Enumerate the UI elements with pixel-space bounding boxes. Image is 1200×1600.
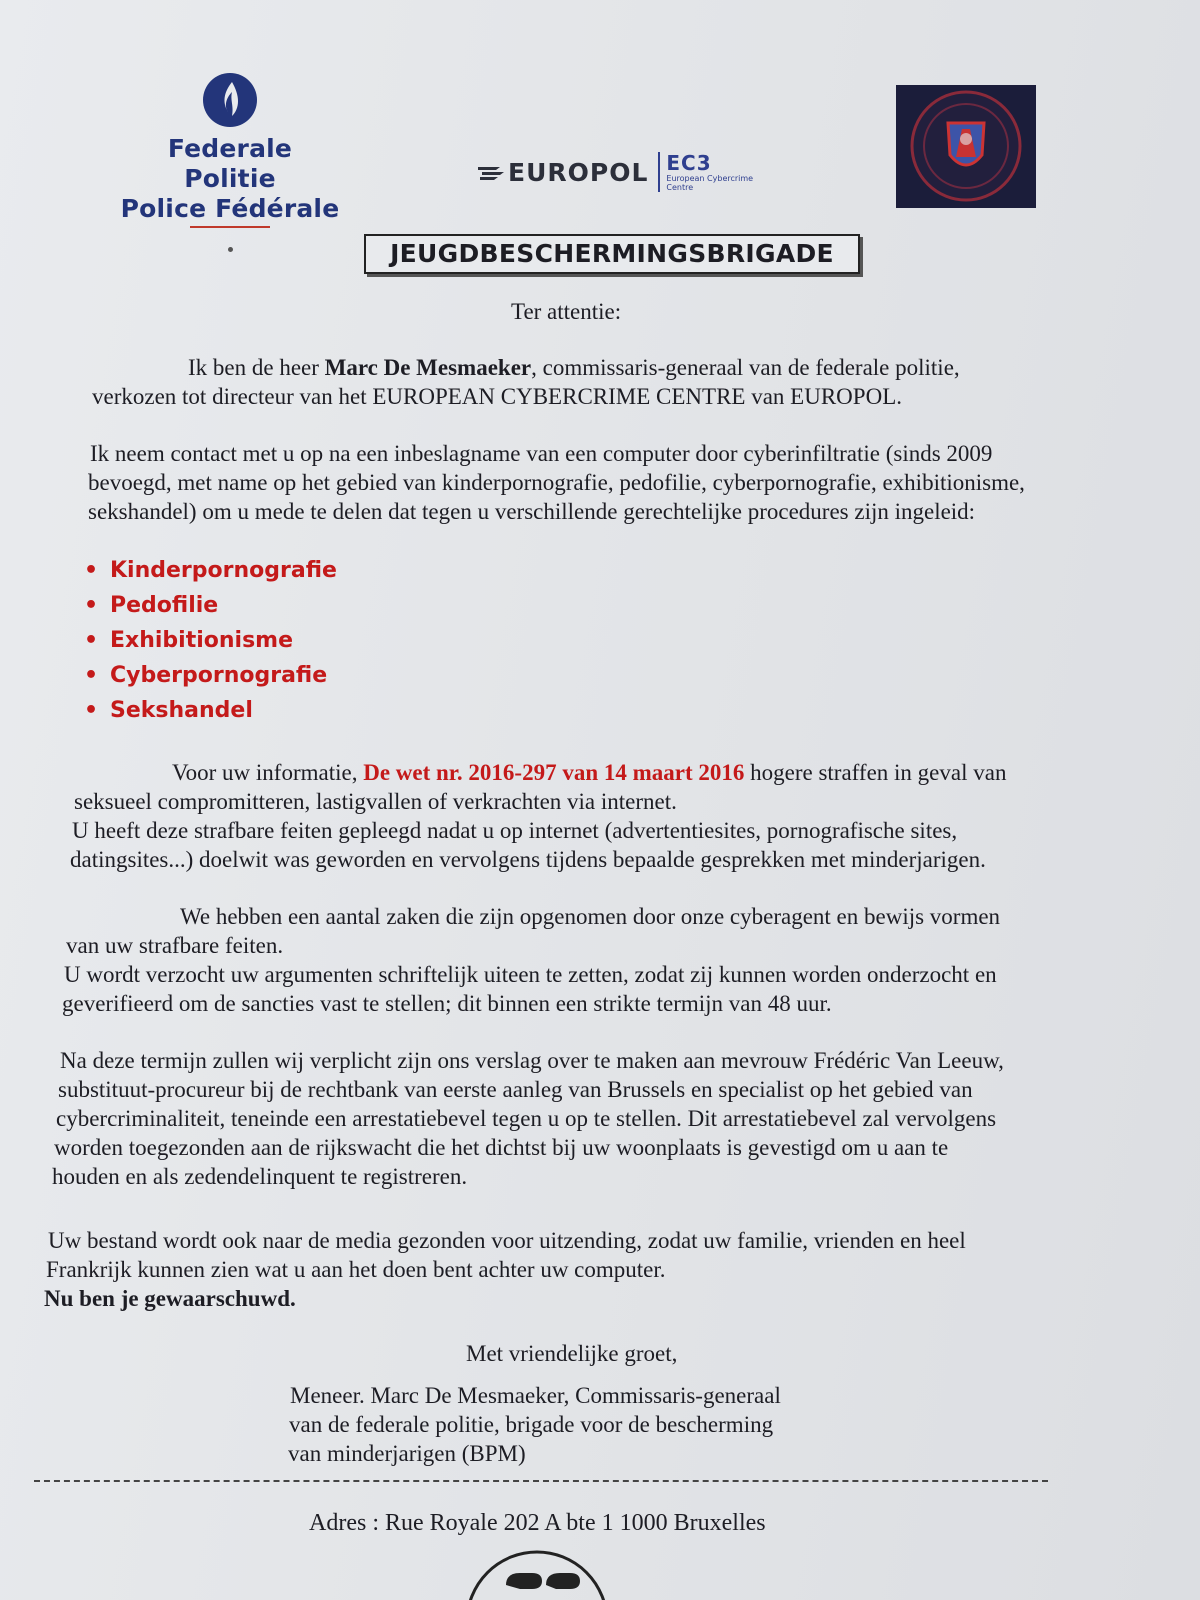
list-item: • Sekshandel: [84, 698, 253, 723]
logo-underline: [190, 226, 270, 228]
paragraph-4-line-1: We hebben een aantal zaken die zijn opgenomen door onze cyberagent en bewijs vormen: [180, 904, 1001, 929]
address: Adres : Rue Royale 202 A bte 1 1000 Bruxelles: [309, 1510, 766, 1536]
list-item: • Cyberpornografie: [84, 663, 328, 688]
paragraph-4-line-2: van uw strafbare feiten.: [66, 933, 284, 958]
europol-wordmark: EUROPOL: [508, 157, 649, 187]
p3-post: hogere straffen in geval van: [744, 760, 1007, 785]
paragraph-2-line-3: sekshandel) om u mede te delen dat tegen u verschillende gerechtelijke procedures zijn ingeleid:: [88, 499, 976, 524]
paragraph-3-line-2: seksueel compromitteren, lastigvallen of verkrachten via internet.: [74, 789, 677, 814]
p1-pre: Ik ben de heer: [188, 355, 325, 380]
stamp-icon: [462, 1547, 612, 1600]
paragraph-2-line-1: Ik neem contact met u op na een inbeslagname van een computer door cyberinfiltratie (sinds 2009: [90, 441, 993, 466]
ec3-subtitle: European Cybercrime Centre: [666, 174, 754, 192]
brigade-seal-icon: [896, 85, 1036, 208]
europol-stripes-icon: [478, 163, 504, 181]
paragraph-5-line-1: Na deze termijn zullen wij verplicht zijn ons verslag over te maken aan mevrouw Frédéric Van Leeuw,: [60, 1048, 1004, 1073]
federal-police-logo: [120, 72, 340, 228]
paragraph-5-line-2: substituut-procureur bij de rechtbank van eerste aanleg van Brussels en specialist op het gebied van: [58, 1077, 973, 1102]
federal-police-flame-icon: [202, 72, 258, 128]
paragraph-5-line-5: houden en als zedendelinquent te registreren.: [52, 1164, 468, 1189]
paragraph-6-line-1: Uw bestand wordt ook naar de media gezonden voor uitzending, zodat uw familie, vrienden en heel: [48, 1228, 966, 1253]
ec3-title: EC3: [666, 151, 712, 175]
paragraph-2-line-2: bevoegd, met name op het gebied van kinderpornografie, pedofilie, cyberpornografie, exhibitionisme,: [88, 470, 1025, 495]
p3-pre: Voor uw informatie,: [172, 760, 364, 785]
paragraph-1-line-2: verkozen tot directeur van het EUROPEAN CYBERCRIME CENTRE van EUROPOL.: [92, 384, 902, 409]
salutation: Ter attentie:: [511, 299, 622, 324]
paragraph-4-line-4: geverifieerd om de sancties vast te stellen; dit binnen een strikte termijn van 48 uur.: [62, 991, 832, 1016]
federal-police-name-nl: Federale Politie: [167, 134, 293, 193]
paragraph-6-line-2: Frankrijk kunnen zien wat u aan het doen bent achter uw computer.: [46, 1257, 666, 1282]
paragraph-3-line-4: datingsites...) doelwit was geworden en vervolgens tijdens bepaalde gesprekken met minderjarigen.: [70, 847, 986, 872]
federal-police-name-fr: Police Fédérale: [120, 194, 340, 223]
list-item: • Kinderpornografie: [84, 558, 337, 583]
paragraph-5-line-3: cybercriminaliteit, teneinde een arrestatiebevel tegen u op te stellen. Dit arrestatiebevel zal vervolgens: [56, 1106, 997, 1131]
warning-line: Nu ben je gewaarschuwd.: [44, 1286, 296, 1311]
signature-line-3: van minderjarigen (BPM): [288, 1441, 526, 1466]
signature-line-1: Meneer. Marc De Mesmaeker, Commissaris-generaal: [290, 1383, 781, 1408]
p1-post: , commissaris-generaal van de federale politie,: [531, 355, 960, 380]
signature-line-2: van de federale politie, brigade voor de bescherming: [289, 1412, 774, 1437]
paragraph-3-line-3: U heeft deze strafbare feiten gepleegd nadat u op internet (advertentiesites, pornografische sites,: [72, 818, 958, 843]
ec3-block: [658, 152, 766, 192]
paragraph-1-line-1: [188, 353, 960, 382]
closing: Met vriendelijke groet,: [466, 1341, 678, 1366]
paragraph-4-line-3: U wordt verzocht uw argumenten schriftelijk uiteen te zetten, zodat zij kunnen worden onderzocht en: [64, 962, 997, 987]
p1-name: Marc De Mesmaeker: [324, 355, 532, 380]
brigade-title: JEUGDBESCHERMINGSBRIGADE: [364, 234, 860, 274]
footer-divider: [34, 1480, 1048, 1482]
law-reference: De wet nr. 2016-297 van 14 maart 2016: [363, 760, 745, 785]
list-item: • Exhibitionisme: [84, 628, 294, 653]
europol-ec3-logo: [478, 152, 766, 192]
paragraph-5-line-4: worden toegezonden aan de rijkswacht die het dichtst bij uw woonplaats is gevestigd om u aan te: [54, 1135, 949, 1160]
charges-list: [84, 553, 337, 728]
list-item: • Pedofilie: [84, 593, 219, 618]
paragraph-3-line-1: [172, 758, 1006, 787]
scan-speck: [228, 247, 233, 252]
